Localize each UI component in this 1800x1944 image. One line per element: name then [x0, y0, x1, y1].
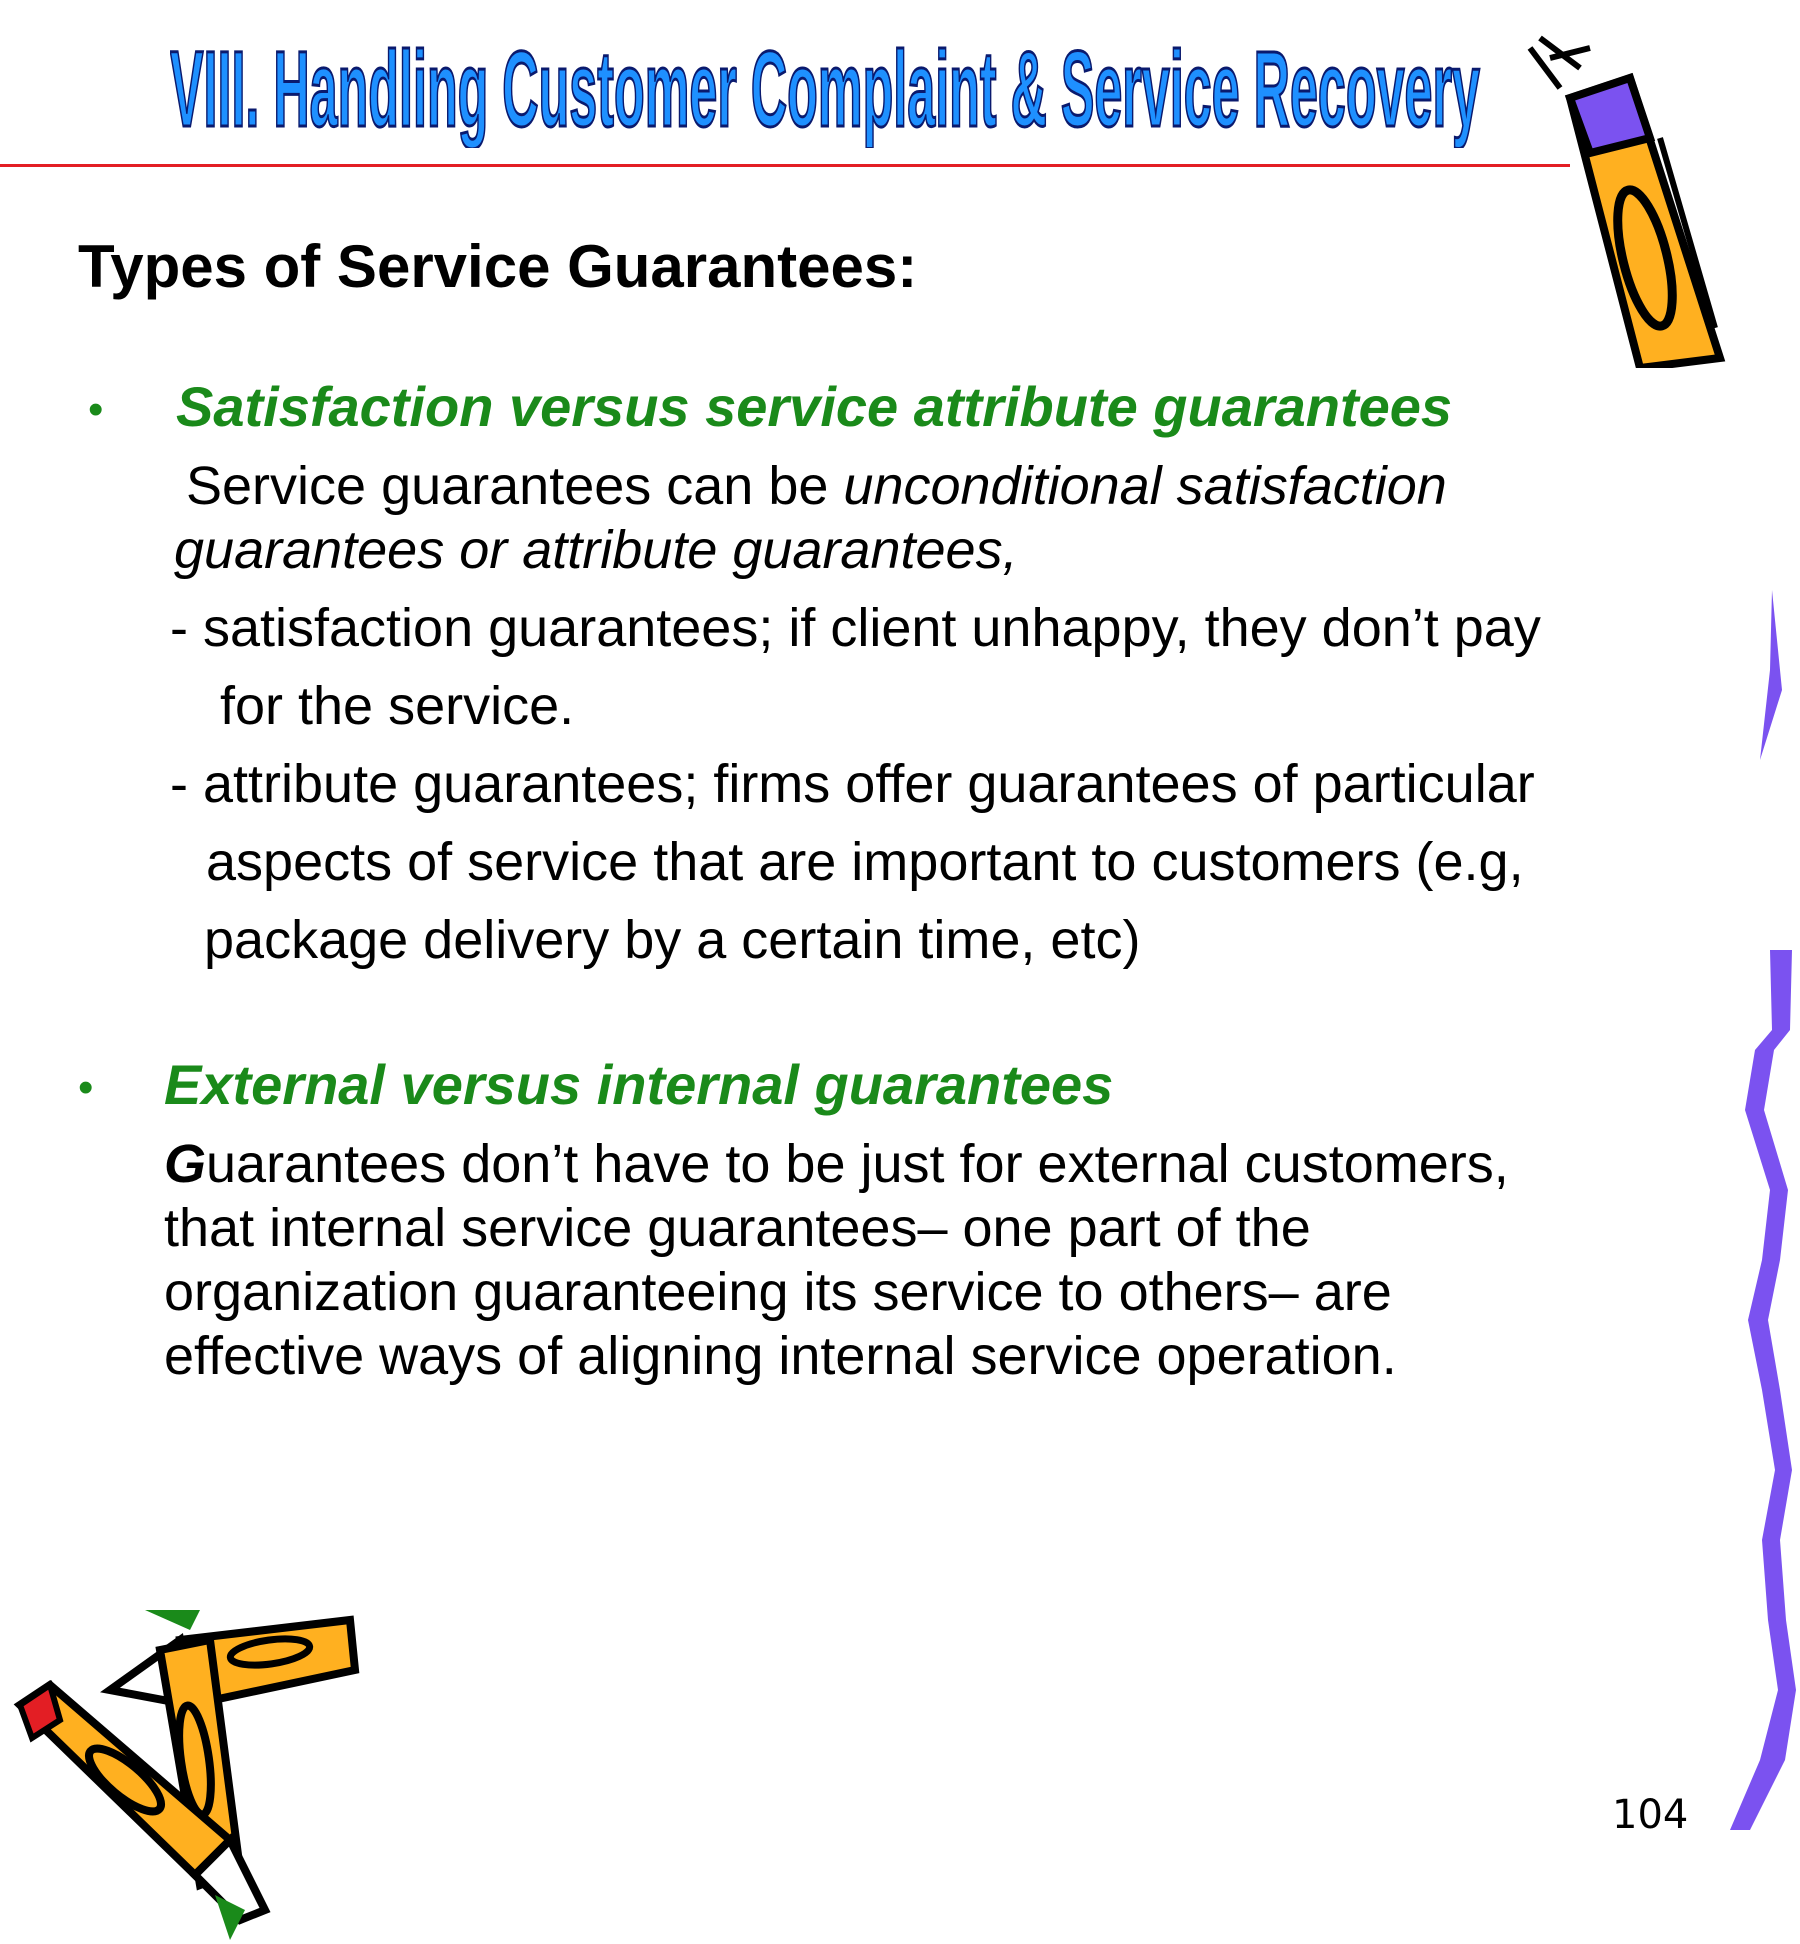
bullet-title-satisfaction: Satisfaction versus service attribute guarantees	[176, 375, 1453, 438]
body-line	[164, 1132, 1509, 1196]
slide-title-text: VIII. Handling Customer Complaint & Service Recovery	[170, 28, 1480, 148]
page-number: 104	[1612, 1792, 1689, 1838]
body-text: uarantees don’t have to be just for external customers,	[206, 1134, 1509, 1194]
body-line: that internal service guarantees– one part of the	[164, 1198, 1311, 1258]
body-line	[174, 518, 1018, 582]
intro-italic-text: unconditional satisfaction	[843, 456, 1447, 516]
intro-italic-text: guarantees or attribute guarantees,	[174, 520, 1018, 580]
ribbon-decoration-icon	[1700, 590, 1800, 1840]
body-line	[186, 454, 1447, 518]
crossed-pencils-clipart-icon	[0, 1610, 370, 1944]
sub-item-satisfaction: - satisfaction guarantees; if client unhappy, they don’t pay	[170, 598, 1541, 658]
section-heading: Types of Service Guarantees:	[78, 233, 918, 300]
pencil-clipart-icon	[1520, 28, 1730, 368]
sub-item-attribute-cont: aspects of service that are important to customers (e.g,	[206, 832, 1524, 892]
drop-initial: G	[164, 1134, 207, 1194]
body-line: effective ways of aligning internal service operation.	[164, 1326, 1397, 1386]
body-line: organization guaranteeing its service to others– are	[164, 1262, 1392, 1322]
sub-item-attribute: - attribute guarantees; firms offer guarantees of particular	[170, 754, 1535, 814]
slide-title	[170, 18, 1490, 148]
bullet-marker: •	[78, 1063, 94, 1112]
sub-item-attribute-cont: package delivery by a certain time, etc)	[204, 910, 1141, 970]
bullet-marker: •	[88, 385, 104, 434]
intro-text: Service guarantees can be	[186, 456, 844, 516]
title-divider	[0, 164, 1570, 167]
bullet-title-external: External versus internal guarantees	[164, 1053, 1114, 1116]
sub-item-satisfaction-cont: for the service.	[220, 676, 575, 736]
